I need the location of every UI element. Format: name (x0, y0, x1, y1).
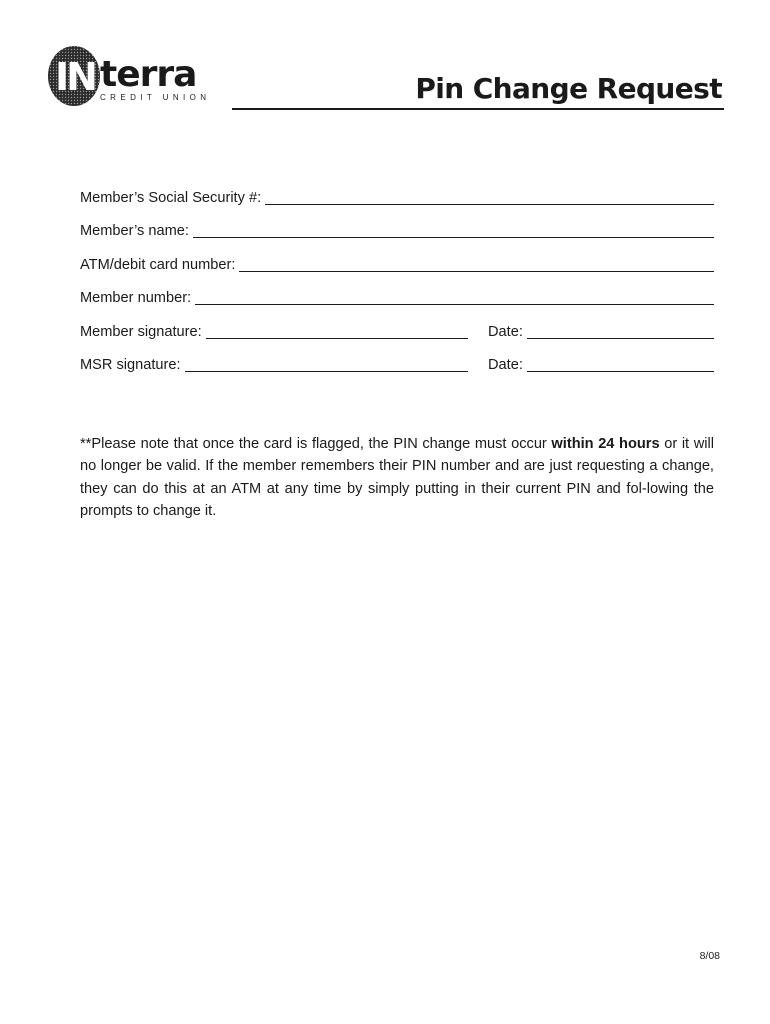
member-signature-row (80, 308, 714, 342)
member-signature-label: Member signature: (80, 323, 202, 340)
member-number-input-line[interactable] (195, 290, 714, 305)
member-signature-date-label: Date: (488, 323, 523, 340)
member-number-label: Member number: (80, 290, 192, 306)
member-number-row (80, 275, 714, 309)
card-number-input-line[interactable] (239, 257, 714, 272)
pin-change-note (80, 433, 714, 523)
member-name-input-line[interactable] (193, 223, 714, 238)
member-name-row (80, 208, 714, 242)
card-number-field (80, 256, 714, 275)
msr-signature-row (80, 342, 714, 376)
card-number-row (80, 241, 714, 275)
msr-signature-date-field (488, 356, 714, 375)
msr-signature-label: MSR signature: (80, 357, 181, 373)
member-number-field (80, 289, 714, 308)
ssn-label: Member’s Social Security #: (80, 189, 262, 206)
ssn-input-line[interactable] (265, 190, 714, 205)
logo-tagline: CREDIT UNION (100, 93, 211, 102)
note-text-bold: within 24 hours (551, 435, 660, 452)
member-name-label: Member’s name: (80, 223, 189, 239)
logo-mark-text: IN (55, 55, 95, 99)
title-rule (232, 108, 724, 110)
card-number-label: ATM/debit card number: (80, 256, 236, 273)
member-signature-date-input-line[interactable] (527, 324, 714, 339)
note-text-before: **Please note that once the card is flagged, the PIN change must occur (80, 435, 552, 452)
member-signature-input-line[interactable] (206, 324, 468, 339)
ssn-field (80, 189, 714, 208)
note-text-after: or it will no longer be valid. If the member remembers their PIN number and are just requesting a change, they can do this at an ATM at any time by simply putting in their current PIN and fol-lowing the prompts to change it. (80, 435, 714, 520)
pin-change-form (80, 174, 714, 375)
msr-signature-field (80, 356, 468, 375)
ssn-row (80, 174, 714, 208)
msr-signature-date-input-line[interactable] (527, 357, 714, 372)
member-signature-date-field (488, 323, 714, 342)
form-revision-code: 8/08 (699, 950, 720, 962)
member-signature-field (80, 323, 468, 342)
logo-name-text: terra (100, 54, 197, 95)
page-title: Pin Change Request (415, 72, 722, 105)
msr-signature-input-line[interactable] (185, 357, 468, 372)
member-name-field (80, 222, 714, 241)
msr-signature-date-label: Date: (488, 357, 523, 373)
